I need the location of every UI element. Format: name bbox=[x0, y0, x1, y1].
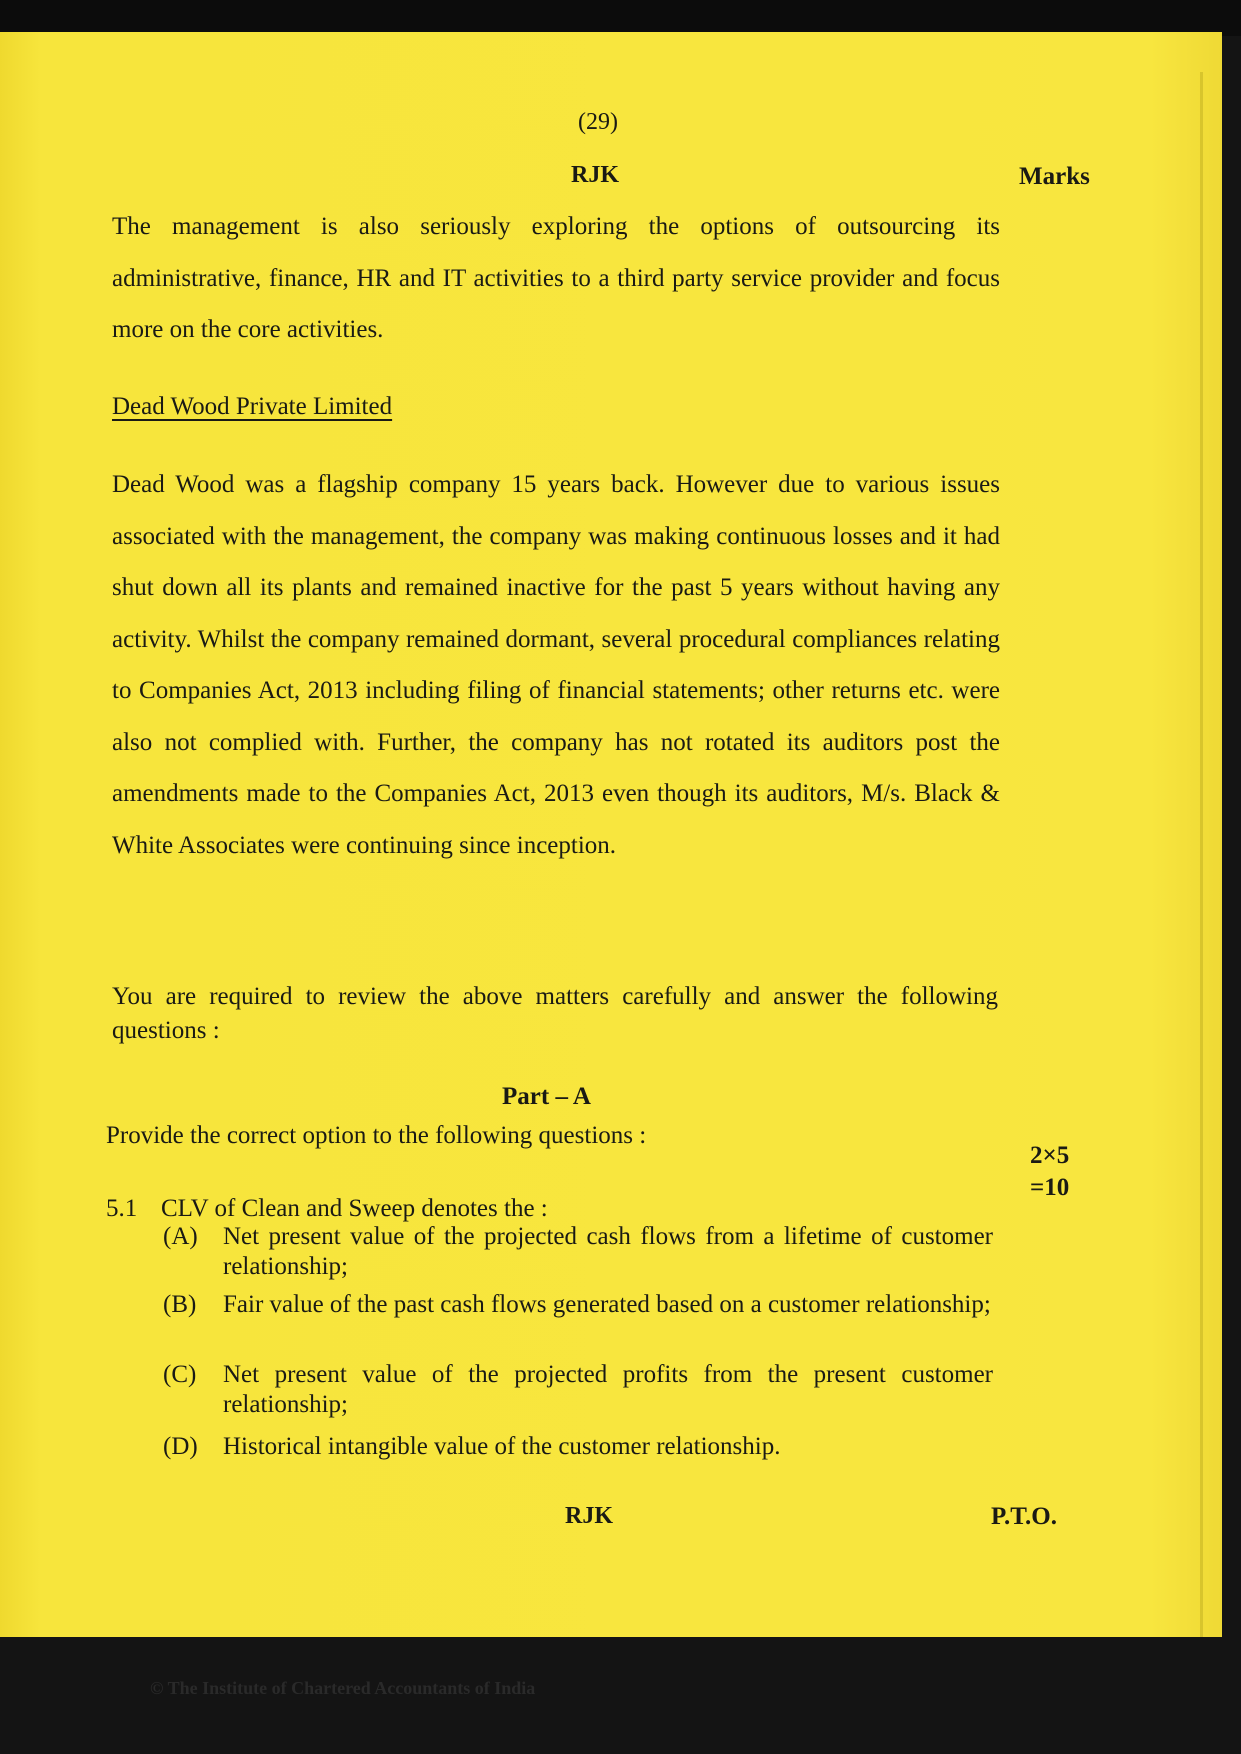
case-paragraph: Dead Wood was a flagship company 15 years back. However due to various issues associated with the management, the company was making continuous losses and it had shut down all its plants and remained inactive for the past 5 years without having any activity. Whilst the company remained dormant, several procedural compliances relating to Companies Act, 2013 including filing of financial statements; other returns etc. were also not complied with. Further, the company has not rotated its auditors post the amendments made to the Companies Act, 2013 even though its auditors, M/s. Black & White Associates were continuing since inception. bbox=[112, 471, 1000, 859]
part-instruction: Provide the correct option to the following questions : bbox=[106, 1122, 647, 1149]
part-title: Part – A bbox=[502, 1083, 591, 1110]
copyright-watermark: © The Institute of Chartered Accountants of India bbox=[150, 1678, 536, 1698]
intro-paragraph: The management is also seriously exploring the options of outsourcing its administrative, finance, HR and IT activities to a third party service provider and focus more on the core activities. bbox=[112, 213, 1000, 343]
option-a bbox=[163, 1222, 993, 1282]
question-text: CLV of Clean and Sweep denotes the : bbox=[161, 1195, 548, 1222]
paper-code-header: RJK bbox=[571, 162, 619, 188]
option-text: Fair value of the past cash flows generated based on a customer relationship; bbox=[223, 1291, 991, 1318]
marks-column-heading: Marks bbox=[1019, 163, 1090, 190]
please-turn-over: P.T.O. bbox=[991, 1503, 1057, 1530]
option-label: (D) bbox=[163, 1433, 198, 1460]
option-text: Net present value of the projected profits from the present customer relationship; bbox=[223, 1361, 993, 1418]
page-edge-shadow bbox=[1200, 72, 1203, 1637]
part-marks: 2×5 =10 bbox=[1030, 1142, 1070, 1201]
review-instruction: You are required to review the above matters carefully and answer the following questions : bbox=[112, 983, 998, 1044]
option-label: (A) bbox=[163, 1223, 198, 1250]
option-text: Net present value of the projected cash flows from a lifetime of customer relationship; bbox=[223, 1223, 993, 1280]
question-number: 5.1 bbox=[106, 1195, 138, 1222]
paper-code-footer: RJK bbox=[565, 1503, 613, 1529]
page-number: (29) bbox=[578, 109, 618, 135]
option-label: (C) bbox=[163, 1361, 197, 1388]
option-d bbox=[163, 1432, 993, 1462]
scan-border-top bbox=[0, 0, 1241, 36]
option-c bbox=[163, 1360, 993, 1420]
case-heading: Dead Wood Private Limited bbox=[112, 393, 393, 420]
question-5-1 bbox=[106, 1195, 548, 1223]
option-label: (B) bbox=[163, 1291, 197, 1318]
exam-page bbox=[0, 32, 1222, 1637]
option-b bbox=[163, 1290, 993, 1320]
option-text: Historical intangible value of the customer relationship. bbox=[223, 1433, 781, 1460]
